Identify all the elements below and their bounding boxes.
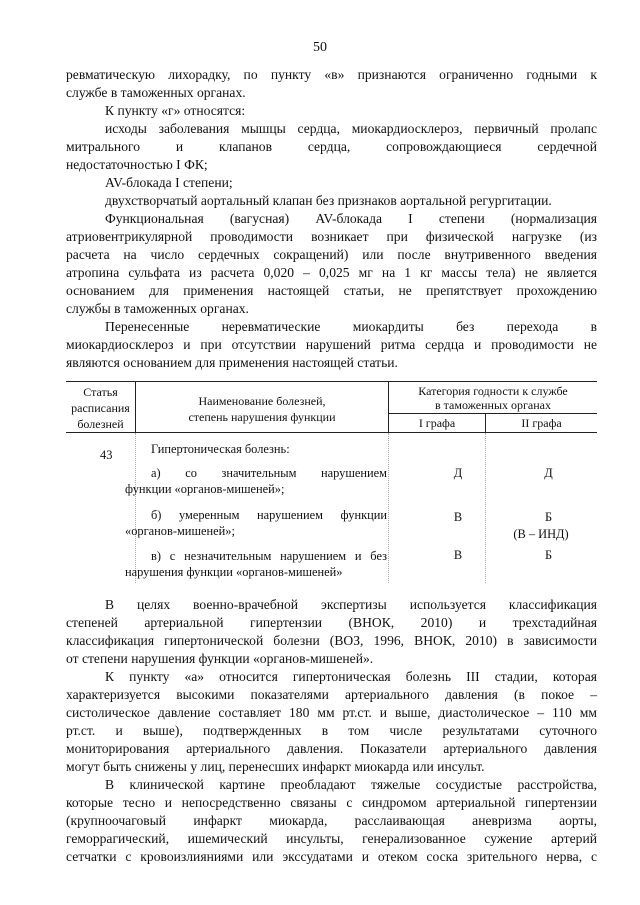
text-line: систолическое давление составляет 180 мм рт.ст. и выше, диастолическое – 110 мм: [66, 705, 597, 720]
table-row-text: функции «органов-мишеней»;: [125, 482, 285, 496]
header-article-line: Статья: [83, 385, 118, 399]
text-line: мониторирования артериального давления. Показатели артериального давления: [66, 741, 597, 756]
grade-i-b: В: [453, 510, 463, 524]
page-number: 50: [313, 40, 327, 55]
table-row-text: нарушения функции «органов-мишеней»: [125, 565, 343, 579]
table-border-top: [66, 381, 597, 382]
text-line: которые тесно и непосредственно связаны с синдромом артериальной гипертензии: [66, 795, 597, 810]
grade-ii-a: Д: [544, 466, 553, 480]
text-line: (крупноочаговый инфаркт миокарда, расслаивающая аневризма аорты,: [66, 813, 597, 828]
text-line: классификация гипертонической болезни (ВОЗ, 1996, ВНОК, 2010) в зависимости: [66, 633, 597, 648]
grade-ii-c: Б: [544, 548, 553, 562]
table-row-text: а) со значительным нарушением: [151, 466, 387, 480]
text-line: геморрагический, ишемический инсульты, генерализованное сужение артерий: [66, 831, 597, 846]
text-line: В клинической картине преобладают тяжелые сосудистые расстройства,: [105, 777, 597, 792]
table-header-divider: [388, 413, 597, 414]
text-line: атропина сульфата из расчета 0,020 – 0,025 мг на 1 кг массы тела) не является: [66, 265, 597, 280]
text-line: расчета на число сердечных сокращений) или после внутривенного введения: [66, 247, 597, 262]
text-line: являются основанием для применения настоящей статьи.: [66, 355, 398, 370]
text-line: исходы заболевания мышцы сердца, миокардиосклероз, первичный пролапс: [105, 121, 597, 136]
text-line: недостаточностью I ФК;: [66, 157, 208, 172]
header-disease-line: Наименование болезней,: [198, 394, 326, 408]
disease-title: Гипертоническая болезнь:: [151, 442, 290, 456]
text-line: Перенесенные неревматические миокардиты без перехода в: [105, 319, 597, 334]
text-line: AV-блокада I степени;: [105, 175, 233, 190]
text-line: В целях военно-врачебной экспертизы используется классификация: [105, 597, 597, 612]
text-line: митрального и клапанов сердца, сопровождающиеся сердечной: [66, 139, 597, 154]
text-line: Функциональная (вагусная) AV-блокада I степени (нормализация: [105, 211, 597, 226]
text-line: службе в таможенных органах.: [66, 85, 246, 100]
table-header-bottom: [66, 432, 597, 433]
text-line: К пункту «а» относится гипертоническая болезнь III стадии, которая: [105, 669, 597, 684]
grade-ii-b: Б: [544, 510, 553, 524]
header-disease-line: степень нарушения функции: [188, 410, 336, 424]
header-column-i: I графа: [418, 416, 456, 430]
header-article-line: болезней: [77, 417, 124, 431]
grade-i-a: Д: [453, 466, 463, 480]
text-line: основанием для применения настоящей статьи, не препятствует прохождению: [66, 283, 597, 298]
grade-ii-b-note: (В – ИНД): [513, 527, 569, 541]
text-line: атриовентрикулярной проводимости возникает при физической нагрузке (из: [66, 229, 597, 244]
text-line: сетчатки с кровоизлияниями или экссудатами и отеком соска зрительного нерва, с: [66, 849, 597, 864]
table-col-divider: [135, 433, 136, 583]
text-line: характеризуется высокими показателями артериального давления (в покое –: [66, 687, 597, 702]
text-line: рт.ст. и выше), подтвержденных в том числе результатами суточного: [66, 723, 597, 738]
text-line: миокардиосклероз и при отсутствии нарушений ритма сердца и проводимости не: [66, 337, 597, 352]
text-line: К пункту «г» относятся:: [105, 103, 246, 118]
text-line: ревматическую лихорадку, по пункту «в» признаются ограниченно годными к: [66, 67, 597, 82]
article-number: 43: [100, 448, 113, 462]
text-line: могут быть снижены у лиц, перенесших инфаркт миокарда или инсульт.: [66, 759, 485, 774]
text-line: от степени нарушения функции «органов-мишеней».: [66, 651, 374, 666]
table-row-text: в) с незначительным нарушением и без: [151, 549, 387, 563]
text-line: степеней артериальной гипертензии (ВНОК, 2010) и трехстадийная: [66, 615, 597, 630]
text-line: двухстворчатый аортальный клапан без признаков аортальной регургитации.: [105, 193, 552, 208]
text-line: службы в таможенных органах.: [66, 301, 249, 316]
header-category-line: в таможенных органах: [434, 398, 552, 412]
header-article-line: расписания: [71, 401, 130, 415]
header-category-line: Категория годности к службе: [418, 384, 568, 398]
table-row-text: б) умеренным нарушением функции: [151, 508, 387, 522]
grade-i-c: В: [453, 548, 463, 562]
table-row-text: «органов-мишеней»;: [125, 524, 235, 538]
header-column-ii: II графа: [521, 416, 562, 430]
